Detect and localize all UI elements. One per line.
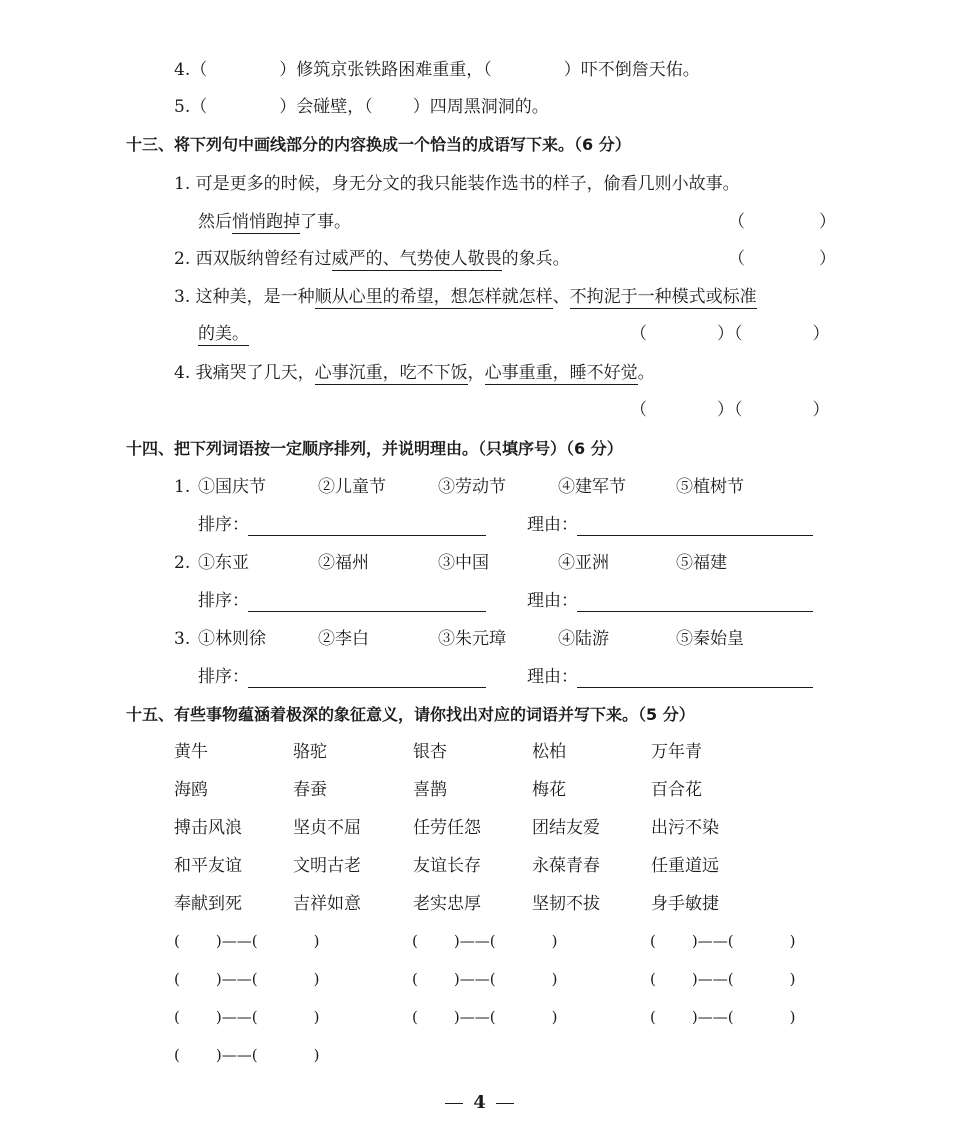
- underlined-phrase: 心事沉重，吃不下饭: [314, 363, 468, 383]
- q15-answer-pair[interactable]: ( )——( ): [650, 1008, 796, 1026]
- q14-word: ③朱元璋: [438, 629, 506, 649]
- q15-word: 友谊长存: [413, 856, 481, 876]
- reason-answer-line[interactable]: [577, 589, 813, 612]
- q12-item-4: 4.（ ）修筑京张铁路困难重重，（ ）吓不倒詹天佑。: [174, 60, 700, 80]
- underlined-phrase: 威严的、气势使人敬畏: [331, 249, 502, 269]
- q15-word: 出污不染: [651, 818, 719, 838]
- q14-heading: 十四、把下列词语按一定顺序排列，并说明理由。（只填序号）（6 分）: [126, 439, 623, 458]
- q15-word: 永葆青春: [532, 856, 600, 876]
- q14-word: ⑤秦始皇: [676, 629, 744, 649]
- q13-item-1-line-2: 然后悄悄跑掉了事。: [198, 212, 351, 232]
- underlined-phrase: 的美。: [198, 324, 249, 344]
- q15-answer-pair[interactable]: ( )——( ): [412, 1008, 558, 1026]
- q15-word: 坚韧不拔: [532, 894, 600, 914]
- q15-word: 团结友爱: [532, 818, 600, 838]
- q15-answer-pair[interactable]: ( )——( ): [412, 970, 558, 988]
- q15-word: 任重道远: [651, 856, 719, 876]
- q15-answer-pair[interactable]: ( )——( ): [650, 932, 796, 950]
- q14-word: ③劳动节: [438, 477, 506, 497]
- q14-word: ②李白: [318, 629, 369, 649]
- q14-word: ④亚洲: [558, 553, 609, 573]
- order-label: 排序：: [198, 515, 249, 535]
- q15-word: 黄牛: [174, 742, 208, 762]
- q13-item-3-line-1: 3. 这种美，是一种顺从心里的希望，想怎样就怎样、不拘泥于一种模式或标准: [174, 287, 757, 307]
- q15-word: 身手敏捷: [651, 894, 719, 914]
- q14-item-number: 2.: [174, 553, 191, 573]
- underlined-phrase: 顺从心里的希望，想怎样就怎样: [314, 287, 553, 307]
- q15-word: 坚贞不屈: [293, 818, 361, 838]
- q14-word: ③中国: [438, 553, 489, 573]
- answer-parens-pair[interactable]: （ ）（ ）: [630, 324, 830, 344]
- q14-item-number: 1.: [174, 477, 191, 497]
- q14-word: ⑤福建: [676, 553, 727, 573]
- q15-word: 骆驼: [293, 742, 327, 762]
- reason-label: 理由：: [527, 515, 578, 535]
- q15-word: 奉献到死: [174, 894, 242, 914]
- q15-word: 海鸥: [174, 780, 208, 800]
- q13-heading: 十三、将下列句中画线部分的内容换成一个恰当的成语写下来。（6 分）: [126, 135, 631, 154]
- q15-answer-pair[interactable]: ( )——( ): [650, 970, 796, 988]
- q15-word: 春蚕: [293, 780, 327, 800]
- q15-answer-pair[interactable]: ( )——( ): [174, 970, 320, 988]
- q15-heading: 十五、有些事物蕴涵着极深的象征意义，请你找出对应的词语并写下来。（5 分）: [126, 705, 695, 724]
- q14-word: ②儿童节: [318, 477, 386, 497]
- reason-answer-line[interactable]: [577, 513, 813, 536]
- q15-word: 百合花: [651, 780, 702, 800]
- q15-word: 和平友谊: [174, 856, 242, 876]
- q14-word: ⑤植树节: [676, 477, 744, 497]
- page-number: 4: [0, 1092, 959, 1113]
- q15-word: 老实忠厚: [413, 894, 481, 914]
- answer-parens[interactable]: （ ）: [728, 212, 836, 232]
- q13-item-2: 2. 西双版纳曾经有过威严的、气势使人敬畏的象兵。: [174, 249, 570, 269]
- q15-word: 银杏: [413, 742, 447, 762]
- q14-word: ④陆游: [558, 629, 609, 649]
- underlined-phrase: 心事重重，睡不好觉: [484, 363, 638, 383]
- order-answer-line[interactable]: [248, 665, 486, 688]
- underlined-phrase: 不拘泥于一种模式或标准: [569, 287, 757, 307]
- q15-word: 喜鹊: [413, 780, 447, 800]
- reason-label: 理由：: [527, 667, 578, 687]
- q15-word: 吉祥如意: [293, 894, 361, 914]
- q15-answer-pair[interactable]: ( )——( ): [174, 932, 320, 950]
- q15-answer-pair[interactable]: ( )——( ): [174, 1008, 320, 1026]
- q14-word: ②福州: [318, 553, 369, 573]
- answer-parens[interactable]: （ ）: [728, 249, 836, 269]
- q15-word: 搏击风浪: [174, 818, 242, 838]
- q15-answer-pair[interactable]: ( )——( ): [412, 932, 558, 950]
- q14-word: ①东亚: [198, 553, 249, 573]
- q13-item-1-line-1: 1. 可是更多的时候，身无分文的我只能装作选书的样子，偷看几则小故事。: [174, 174, 740, 194]
- q15-answer-pair[interactable]: ( )——( ): [174, 1046, 320, 1064]
- q14-word: ①林则徐: [198, 629, 266, 649]
- q15-word: 任劳任怨: [413, 818, 481, 838]
- reason-answer-line[interactable]: [577, 665, 813, 688]
- order-answer-line[interactable]: [248, 513, 486, 536]
- q15-word: 文明古老: [293, 856, 361, 876]
- answer-parens-pair[interactable]: （ ）（ ）: [630, 400, 830, 420]
- reason-label: 理由：: [527, 591, 578, 611]
- q13-item-3-line-2: [198, 322, 249, 346]
- q14-word: ①国庆节: [198, 477, 266, 497]
- q15-word: 梅花: [532, 780, 566, 800]
- q12-item-5: 5.（ ）会碰壁，（ ）四周黑洞洞的。: [174, 97, 549, 117]
- q14-word: ④建军节: [558, 477, 626, 497]
- order-label: 排序：: [198, 591, 249, 611]
- underlined-phrase: 悄悄跑掉: [232, 212, 300, 232]
- order-label: 排序：: [198, 667, 249, 687]
- order-answer-line[interactable]: [248, 589, 486, 612]
- q13-item-4: 4. 我痛哭了几天，心事沉重，吃不下饭，心事重重，睡不好觉。: [174, 363, 655, 383]
- q14-item-number: 3.: [174, 629, 191, 649]
- q15-word: 松柏: [532, 742, 566, 762]
- q15-word: 万年青: [651, 742, 702, 762]
